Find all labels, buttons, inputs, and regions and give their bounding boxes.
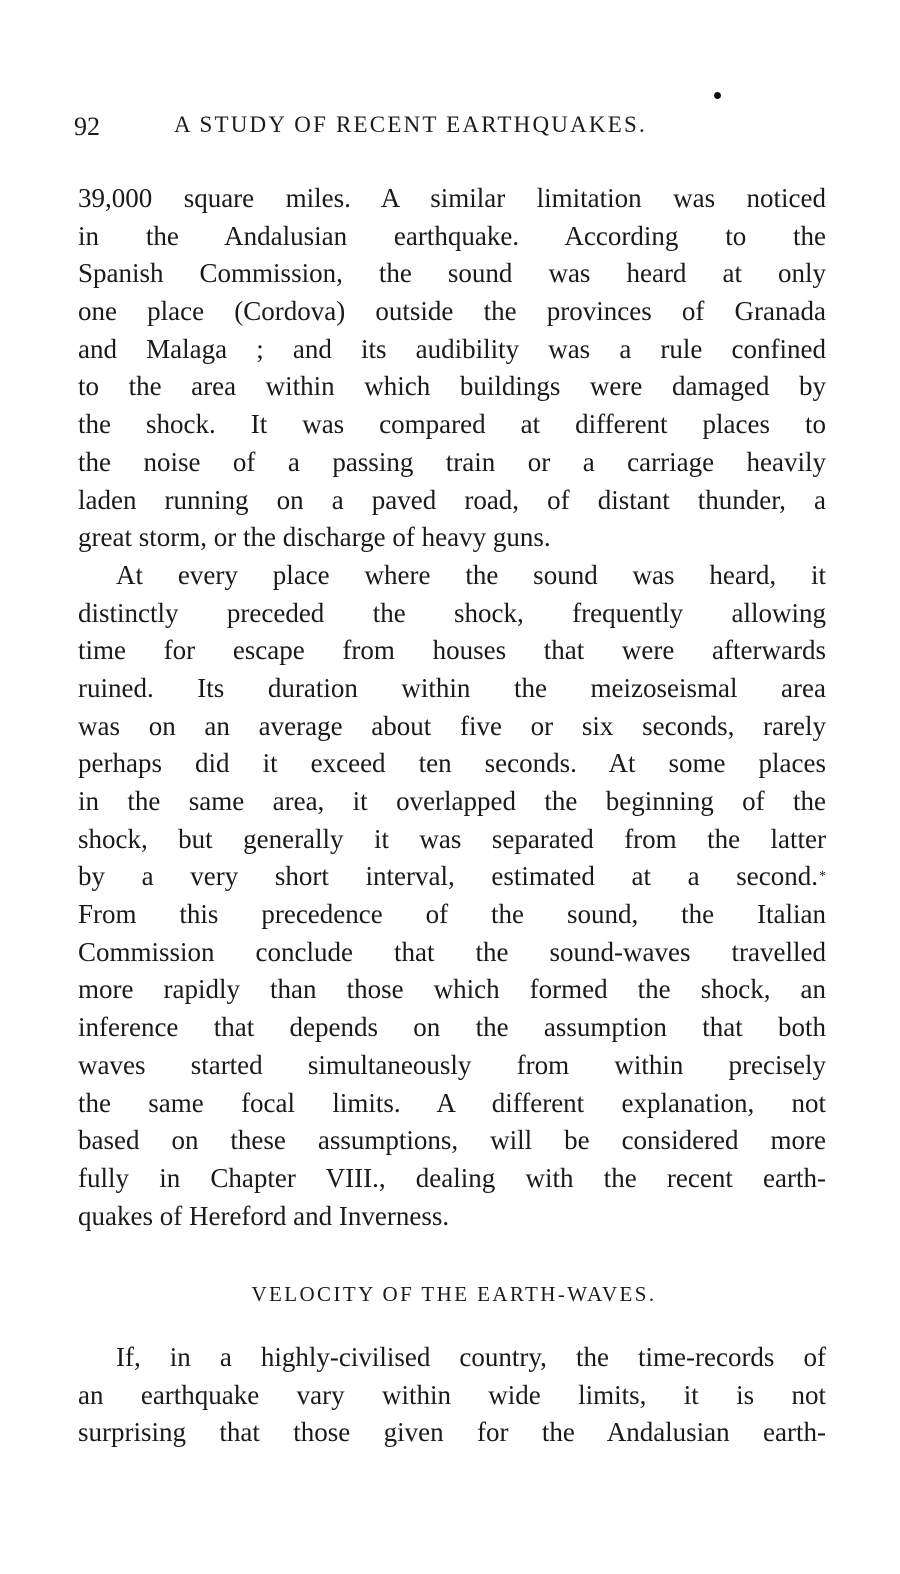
footnote-marker: * [819, 869, 826, 885]
text-line: ruined. Its duration within the meizoseismal area [78, 672, 826, 703]
section-heading: VELOCITY OF THE EARTH-WAVES. [251, 1282, 657, 1306]
text-line: one place (Cordova) outside the provinces of Granada [78, 296, 826, 327]
text-line: distinctly preceded the shock, frequently allowing [78, 597, 826, 628]
running-title: A STUDY OF RECENT EARTHQUAKES. [174, 112, 647, 137]
section-body-text [78, 1339, 826, 1452]
text-line: in the same area, it overlapped the beginning of the [78, 786, 826, 816]
text-line: surprising that those given for the Andalusian earth- [78, 1417, 826, 1448]
text-line: and Malaga ; and its audibility was a rule confined [78, 333, 826, 364]
body-text [78, 180, 826, 1235]
text-line: waves started simultaneously from within precisely [78, 1049, 826, 1080]
text-line: quakes of Hereford and Inverness. [78, 1200, 450, 1231]
page-number: 92 [74, 112, 100, 141]
text-line: was on an average about five or six seconds, rarely [78, 710, 826, 741]
text-line: in the Andalusian earthquake. According to the [78, 220, 826, 251]
text-line-content: by a very short interval, estimated at a second. [78, 861, 818, 892]
text-line: great storm, or the discharge of heavy guns. [78, 522, 551, 553]
text-line: more rapidly than those which formed the shock, an [78, 974, 826, 1005]
text-line: inference that depends on the assumption that both [78, 1012, 826, 1043]
text-line: perhaps did it exceed ten seconds. At some places [78, 748, 826, 779]
text-line: the shock. It was compared at different places to [78, 409, 826, 440]
text-line-with-footnote [78, 858, 826, 896]
text-line: 39,000 square miles. A similar limitation was noticed [78, 183, 826, 213]
text-line: laden running on a paved road, of distant thunder, a [78, 484, 826, 515]
text-line: Commission conclude that the sound-waves travelled [78, 936, 826, 967]
running-head [70, 108, 830, 148]
text-line: If, in a highly-civilised country, the time-records of [116, 1342, 826, 1372]
text-line: to the area within which buildings were damaged by [78, 371, 826, 402]
text-line: From this precedence of the sound, the Italian [78, 899, 826, 930]
text-line: Spanish Commission, the sound was heard at only [78, 258, 826, 289]
ink-dot-mark [714, 92, 721, 99]
text-line: an earthquake vary within wide limits, it is not [78, 1379, 826, 1410]
text-line: fully in Chapter VIII., dealing with the recent earth- [78, 1162, 826, 1193]
text-line: the same focal limits. A different explanation, not [78, 1087, 826, 1118]
text-line: shock, but generally it was separated from the latter [78, 823, 826, 854]
text-line: At every place where the sound was heard, it [116, 559, 826, 590]
text-line: the noise of a passing train or a carriage heavily [78, 446, 826, 477]
text-line: based on these assumptions, will be considered more [78, 1125, 826, 1156]
text-line: time for escape from houses that were afterwards [78, 635, 826, 666]
